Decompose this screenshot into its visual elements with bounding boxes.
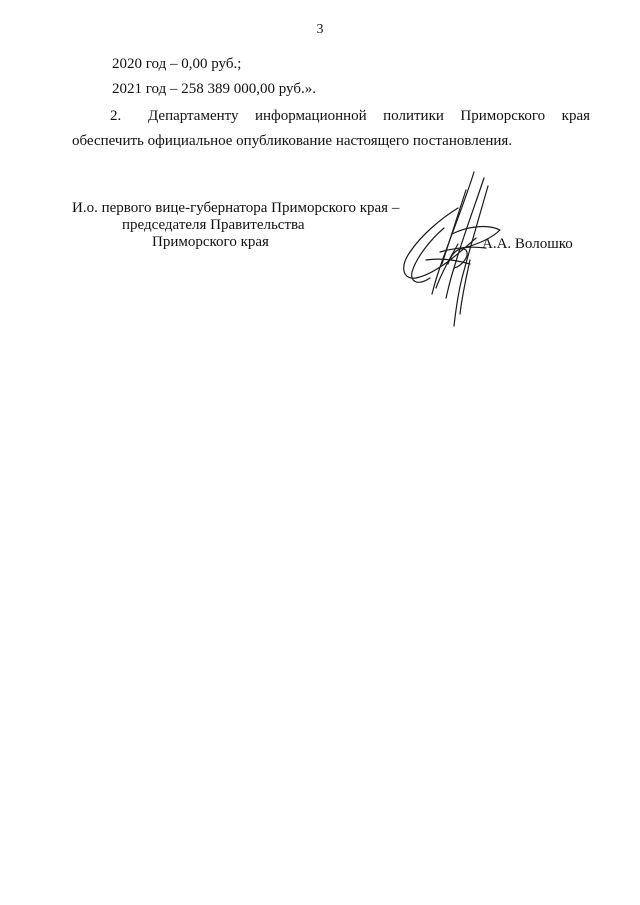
budget-line-2020: 2020 год – 0,00 руб.; [112, 56, 242, 72]
signatory-title-line1: И.о. первого вице-губернатора Приморского края – [72, 200, 400, 216]
clause-2-text-line2: обеспечить официальное опубликование настоящего постановления. [72, 133, 513, 149]
clause-2-text-line1: Департаменту информационной политики Приморского края [148, 108, 590, 124]
handwritten-signature [396, 168, 506, 330]
clause-2-first-line [72, 104, 590, 128]
budget-line-2021: 2021 год – 258 389 000,00 руб.». [112, 81, 316, 97]
clause-number: 2. [110, 108, 122, 124]
page-number: 3 [316, 22, 324, 37]
signatory-title-line3: Приморского края [152, 234, 269, 250]
signatory-title-line2: председателя Правительства [122, 217, 305, 233]
signatory-name: А.А. Волошко [482, 236, 573, 252]
